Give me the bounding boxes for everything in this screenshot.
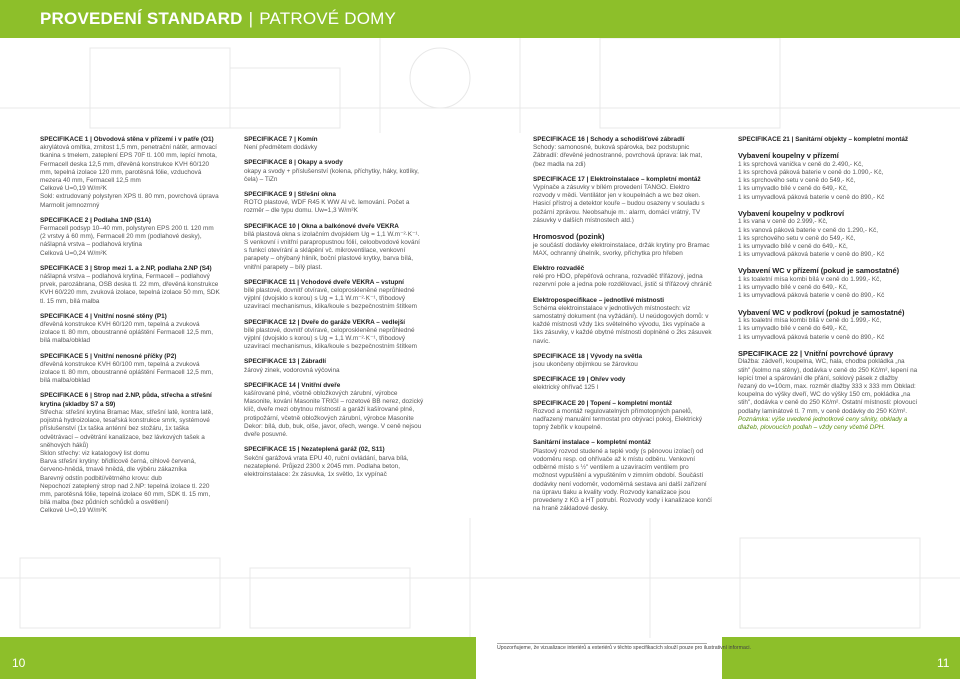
spec-2-text: Fermacell podsyp 10–40 mm, polystyren EPS 200 tl. 120 mm (2 vrstvy á 60 mm), Fermacell 20 mm (podlahové desky), nášlapná vrstva – podlahová krytina	[40, 225, 214, 249]
list-item: 1 ks umyvadlo bílé v ceně do 649,- Kč,	[738, 243, 848, 251]
page-number-right: 11	[937, 656, 950, 670]
spec-1	[40, 136, 220, 210]
koupelna-podkrovi-title: Vybavení koupelny v podkroví	[738, 208, 845, 218]
spec-16	[533, 136, 713, 169]
koupelna-prizemi-title: Vybavení koupelny v přízemí	[738, 151, 839, 161]
column-2	[244, 136, 424, 486]
spec-6-title: SPECIFIKACE 6 | Strop nad 2.NP, půda, střecha a střešní krytina (skladby S7 a S9)	[40, 392, 212, 408]
spec-5-text: dřevěná konstrukce KVH 60/100 mm, tepelná a zvuková izolace tl. 80 mm, oboustranné opláštění Fermacell 12,5 mm, bílá malba/obklad	[40, 360, 213, 385]
list-item: 1 ks sprchová páková baterie v ceně do 1.090,- Kč,	[738, 169, 884, 176]
spec-4	[40, 313, 220, 346]
spec-21	[738, 136, 918, 144]
spec-8-title: SPECIFIKACE 8 | Okapy a svody	[244, 159, 343, 167]
spec-8-text: okapy a svody + příslušenství (kolena, příchytky, háky, kotlíky, čela) – TiZn	[244, 167, 419, 183]
list-item: 1 ks umyvadlová páková baterie v ceně do 890,- Kč	[738, 251, 885, 259]
hromosvod-title: Hromosvod (pozink)	[533, 232, 605, 242]
spec-12-text: bílé plastové, dovnitř otvíravé, celoproskleněné neprůhledné výplní (dvojsklo s korou) s Ug = 1,1 W.m⁻²·K⁻¹, třibodový uzavírací mechanismus, klika/koule s bezpečnostním štítkem	[244, 326, 417, 351]
spec-22-note: Poznámka: výše uvedené jednotkové ceny slinity, obklady a dlažeb, plovoucích podlah – vždy ceny včetně DPH.	[738, 415, 908, 432]
spec-16-title: SPECIFIKACE 16 | Schody a schodišťové zábradlí	[533, 136, 685, 143]
spec-6-value: Celkové U=0,19 W/m²K	[40, 507, 107, 515]
spec-5	[40, 353, 220, 386]
sanitarni-title: Sanitární instalace – kompletní montáž	[533, 439, 651, 447]
spec-13-text: žárový zinek, vodorovná výčovina	[244, 366, 340, 374]
footer-divider	[497, 643, 707, 644]
sanitarni	[533, 439, 713, 513]
spec-17-title: SPECIFIKACE 17 | Elektroinstalace – kompletní montáž	[533, 175, 701, 183]
spec-13	[244, 358, 424, 374]
spec-10-title: SPECIFIKACE 10 | Okna a balkónové dveře VEKRA	[244, 222, 399, 230]
list-item: 1 ks umyvadlová páková baterie v ceně do 890,- Kč	[738, 333, 885, 341]
column-1	[40, 136, 220, 523]
spec-5-title: SPECIFIKACE 5 | Vnitřní nenosné příčky (P2)	[40, 352, 177, 360]
spec-6-line2: Sklon střechy: viz katalogový list domu	[40, 449, 150, 457]
spec-19-title: SPECIFIKACE 19 | Ohřev vody	[533, 376, 626, 384]
spec-9-title: SPECIFIKACE 9 | Střešní okna	[244, 191, 336, 199]
koupelna-podkrovi	[738, 209, 918, 260]
spec-9-text: ROTO plastové, WDF R45 K WW Al vč. lemování. Počet a rozměr – dle typu domu. Uw=1,3 W/m²K	[244, 199, 410, 215]
spec-7	[244, 136, 424, 152]
spec-1-value: Celkové U=0,19 W/m²K	[40, 185, 107, 193]
spec-22-text: Dlažba: zádveří, koupelna, WC, hala, chodba pokládka „na stih" (kolmo na stěny), dodávka v ceně do 250 Kč/m², lepení na lepící tmel a spárování dle přání, soklový pásek z dlažby řezaný do v=10cm, max. rozměr dlažby 333 x 333 mm Obklad: koupelna do výšky dveří, WC do výšky 150 cm, pokládka „na stih", dodávka v ceně do 250 Kč/m². Ostatní místnosti: plovoucí podlahy laminátové tl. 7 mm, v ceně dodávky do 250 Kč/m².	[738, 358, 918, 415]
header-bar	[0, 0, 960, 38]
spec-19-text: elektrický ohřívač 125 l	[533, 384, 598, 392]
spec-1-title: SPECIFIKACE 1 | Obvodová stěna v přízemí i v patře (O1)	[40, 136, 214, 143]
koupelna-prizemi	[738, 151, 918, 202]
spec-7-text: Není předmětem dodávky	[244, 144, 318, 152]
spec-14-text: kašírované plné, včetně obložkových zárubní, výrobce Masonite, kování Masonite TRIGI – rozetové BB nerez, dozický klíč, dveře mezi obytnou místností a garáží kašírované plné, protipožární, včetně obložkových zárubní, výrobce Masonite Dekor: bílá, dub, buk, olše, javor, ořech, wenge. V ceně nejsou dveře posuvné.	[244, 390, 424, 439]
spec-20-title: SPECIFIKACE 20 | Topení – kompletní montáž	[533, 399, 673, 407]
list-item: 1 ks toaletní mísa kombi bílá v ceně do 1.999,- Kč,	[738, 276, 882, 284]
spec-4-text: dřevěná konstrukce KVH 60/120 mm, tepelná a zvuková izolace tl. 80 mm, oboustranné opláštění Fermacell 12,5 mm, bílá malba/obklad	[40, 321, 213, 345]
hromosvod-text: je součástí dodávky elektroinstalace, držák krytiny pro Bramac MAX, ochranný úhelník, svorky, příchytka pro hřeben	[533, 241, 710, 257]
spec-15-title: SPECIFIKACE 15 | Nezateplená garáž (02, S11)	[244, 446, 385, 454]
spec-11	[244, 279, 424, 312]
spec-6-line3: Barva střešní krytiny: břidlicově černá, cihlově červená, červeno-hnědá, tmavě hnědá, dle výběru zákazníka	[40, 458, 196, 474]
list-item: 1 ks sprchová vanička v ceně do 2.490,- Kč,	[738, 160, 864, 168]
spec-14-title: SPECIFIKACE 14 | Vnitřní dveře	[244, 381, 341, 389]
spec-18-title: SPECIFIKACE 18 | Vývody na světla	[533, 352, 643, 360]
spec-6	[40, 392, 220, 515]
spec-17-text: Vypínače a zásuvky v bílém provedení TANGO. Elektro rozvody v mědi. Ventilátor jen v koupelnách a wc bez oken. Hasicí přístroj a detektor kouře – budou osazeny v souladu s požární zprávou. Neobsahuje m.: alarm, domácí vrátný, TV zásuvky v dalších místnostech atd.)	[533, 184, 705, 224]
spec-19	[533, 376, 713, 392]
spec-10	[244, 223, 424, 272]
spec-9	[244, 191, 424, 216]
wc-prizemi-title: Vybavení WC v přízemí (pokud je samostatné)	[738, 266, 900, 276]
rozvadec	[533, 265, 713, 290]
column-3	[533, 136, 713, 520]
spec-13-title: SPECIFIKACE 13 | Zábradlí	[244, 358, 327, 366]
spec-10-text: bílá plastová okna s izolačním dvojsklem Ug = 1,1 W.m⁻²·K⁻¹. S venkovní i vnitřní parapropustnou fólií, celoobvodové kování s funkcí otevírání a sklápění vč. mikroventilace, venkovní parapety – ohýbaný hliník, boční plastové krytky, barva bílá, vnitřní parapety – bílý plast.	[244, 230, 420, 271]
spec-18-text: jsou ukončeny objímkou se žárovkou	[533, 361, 638, 369]
title-light: PATROVÉ DOMY	[259, 9, 397, 28]
spec-17	[533, 176, 713, 225]
spec-11-text: bílé plastové, dovnitř otvíravé, celoproskleněné neprůhledné výplní (dvojsklo s korou) s Ug = 1,1 W.m⁻²·K⁻¹, třibodový uzavírací mechanismus, klika/koule s bezpečnostním štítkem	[244, 287, 417, 311]
spec-3-text: nášlapná vrstva – podlahová krytina, Fermacell – podlahový prvek, parozábrana, OSB deska tl. 22 mm, dřevěná konstrukce KVH 60/220 mm, zvuková izolace, tepelná izolace 50 mm, SDK tl. 15 mm, bílá malba	[40, 273, 220, 305]
page-number-left: 10	[12, 656, 26, 670]
spec-15	[244, 446, 424, 479]
spec-12	[244, 319, 424, 352]
list-item: 1 ks umyvadlo bílé v ceně do 649,- Kč,	[738, 284, 848, 292]
spec-21-title: SPECIFIKACE 21 | Sanitární objekty – kompletní montáž	[738, 136, 909, 143]
footer-bar-right	[722, 637, 960, 679]
spec-14	[244, 382, 424, 439]
spec-4-title: SPECIFIKACE 4 | Vnitřní nosné stěny (P1)	[40, 312, 167, 320]
spec-2	[40, 217, 220, 258]
mistnosti-title: Elektropospecifikace – jednotlivé místnosti	[533, 296, 665, 304]
spec-6-line4: Barevný odstín podbití/větrného krovu: dub	[40, 474, 162, 482]
footer-bar-left	[0, 637, 476, 679]
title-bold: PROVEDENÍ STANDARD	[40, 9, 243, 28]
wc-podkrovi-title: Vybavení WC v podkroví (pokud je samostatné)	[738, 307, 905, 317]
list-item: 1 ks umyvadlová páková baterie v ceně do 890,- Kč	[738, 193, 885, 201]
wc-podkrovi	[738, 308, 918, 342]
spec-1-extra: Sokl: extrudovaný polystyren XPS tl. 80 mm, povrchová úprava Marmolit jemnozrnný	[40, 193, 219, 209]
list-item: 1 ks vanová páková baterie v ceně do 1.290,- Kč,	[738, 226, 878, 234]
spec-20-text: Rozvod a montáž regulovatelných přímotopných panelů, nadřazený manuální termostat pro obývací pokoj, Elektrický topný žebřík v koupelně.	[533, 407, 703, 432]
mistnosti-text: Schéma elektroinstalace v jednotlivých místnostech: viz samostatný dokument (na vyžádání). U neúdogových domů: v každé místnosti vždy 1ks světelného vývodu, 1ks vypínače a 1ks zásuvky, v každé obytné místnosti doplněné o 2ks zásuvek navíc.	[533, 304, 712, 345]
spec-1-text: akrylátová omítka, zrnitost 1,5 mm, penetrační nátěr, armovací tkanina s tmelem, zateplení EPS 70F tl. 100 mm, lepící hmota, Fermacell deska 12,5 mm, dřevěná konstrukce KVH 60/120 mm, tepelná izolace 120 mm, parotěsná fólie, vzduchová mezera 40 mm, Fermacell 12,5 mm	[40, 144, 217, 185]
list-item: 1 ks toaletní mísa kombi bílá v ceně do 1.999,- Kč,	[738, 317, 882, 325]
spec-12-title: SPECIFIKACE 12 | Dveře do garáže VEKRA – vedlejší	[244, 318, 406, 326]
wc-prizemi	[738, 266, 918, 300]
spec-16-text: Schody: samonosné, buková spárovka, bez podstupnic Zábradlí: dřevěné jednostranné, povrchová úprava: lak mat, (bez madla na zdi)	[533, 144, 703, 168]
list-item: 1 ks umyvadlo bílé v ceně do 649,- Kč,	[738, 325, 848, 333]
spec-2-title: SPECIFIKACE 2 | Podlaha 1NP (S1A)	[40, 216, 152, 224]
spec-18	[533, 353, 713, 369]
mistnosti	[533, 297, 713, 346]
spec-2-value: Celková U=0,24 W/m²K	[40, 249, 107, 257]
spec-22	[738, 349, 918, 432]
spec-11-title: SPECIFIKACE 11 | Vchodové dveře VEKRA – vstupní	[244, 278, 404, 286]
spec-3	[40, 265, 220, 306]
spec-20	[533, 400, 713, 433]
sanitarni-text: Plastový rozvod studené a teplé vody (s pěnovou izolací) od vodoměru resp. od ohřívače až k místu odběru. Venkovní odběrné místo s ½" ventilem a uzavíracím ventilem pro možnost vypuštění a vypuštěním v zimním období. Součástí dodávky není vodoměr, vodoměrná sestava ani další zařízení na úpravu tlaku a kvality vody. Rozvody kanalizace jsou provedeny z KG a HT potrubí. Rozvody vody i kanalizace končí na hraně základové desky.	[533, 447, 712, 513]
page-title	[40, 9, 396, 29]
title-separator: |	[248, 9, 254, 28]
rozvadec-text: relé pro HDO, přepěťová ochrana, rozvaděč třífázový, jedna rezervní pole a jedna pole rozdělovací, jistič si třífázový chránič	[533, 273, 712, 289]
spec-7-title: SPECIFIKACE 7 | Komín	[244, 136, 318, 143]
spec-22-title: SPECIFIKACE 22 | Vnitřní povrchové úpravy	[738, 348, 894, 358]
spec-6-line5: Nepochozí zateplený strop nad 2.NP: tepelná izolace tl. 220 mm, parotěsná fólie, tepelná izolace 60 mm, SDK tl. 15 mm, bílá malba (bez půdních schůdků a osvětlení)	[40, 482, 211, 507]
hromosvod	[533, 232, 713, 258]
footer-note: Upozorňujeme, že vizualizace interiérů a exteriérů v těchto specifikacích slouží pouze pro ilustrativní informaci.	[497, 645, 752, 651]
list-item: 1 ks umyvadlo bílé v ceně do 649,- Kč,	[738, 185, 848, 193]
list-item: 1 ks umyvadlová páková baterie v ceně do 890,- Kč	[738, 292, 885, 300]
spec-15-text: Sekční garážová vrata EPU 40, ruční ovládání, barva bílá, nezateplené. Průjezd 2300 x 2045 mm. Podlaha beton, elektroinstalace: 2x zásuvka, 1x světlo, 1x vypínač	[244, 454, 409, 478]
rozvadec-title: Elektro rozvaděč	[533, 265, 585, 273]
spec-6-text: Střecha: střešní krytina Bramac Max, střešní latě, kontra latě, pojistná hydroizolace, tesařská konstrukce smrk, systémové příslušenství (1x taška anténní bez stožáru, 1x taška odvětrávací – odvětrání kanalizace, bez lávkových tašek a sněhových háků)	[40, 408, 213, 449]
spec-3-title: SPECIFIKACE 3 | Strop mezi 1. a 2.NP, podlaha 2.NP (S4)	[40, 264, 212, 272]
column-4	[738, 136, 918, 439]
list-item: 1 ks vana v ceně do 2.999,- Kč,	[738, 218, 828, 226]
list-item: 1 ks sprchového setu v ceně do 549,- Kč,	[738, 177, 856, 185]
spec-8	[244, 159, 424, 184]
list-item: 1 ks sprchového setu v ceně do 549,- Kč,	[738, 234, 856, 242]
